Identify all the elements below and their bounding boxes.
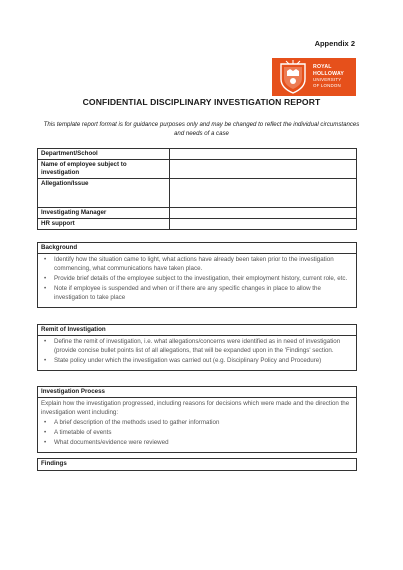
table-row (38, 208, 357, 219)
field-label: Allegation/Issue (38, 179, 170, 208)
field-value[interactable] (170, 160, 357, 179)
table-row (38, 160, 357, 179)
findings-section (37, 458, 357, 471)
section-body (38, 336, 356, 370)
list-item: • What documents/evidence were reviewed (41, 439, 353, 448)
list-item: • State policy under which the investigation was carried out (e.g. Disciplinary Policy and Procedure) (41, 357, 353, 366)
list-item: • Define the remit of investigation, i.e. what allegations/concerns were identified as in need of investigation (provide concise bullet points list of all allegations, that will be expanded upon in the 'Findings' section. (41, 338, 353, 356)
royal-holloway-logo (272, 58, 356, 96)
section-body (38, 254, 356, 307)
section-text: Explain how the investigation progressed, including reasons for decisions which were made and the direction the investigation went including: (41, 400, 350, 416)
field-label: HR support (38, 219, 170, 230)
field-label: Department/School (38, 149, 170, 160)
table-row (38, 149, 357, 160)
section-body (38, 398, 356, 452)
table-row (38, 219, 357, 230)
appendix-label: Appendix 2 (314, 39, 355, 48)
field-value[interactable] (170, 208, 357, 219)
background-section (37, 242, 357, 308)
logo-wordmark: ROYAL HOLLOWAY UNIVERSITY OF LONDON (313, 64, 345, 89)
field-value[interactable] (170, 219, 357, 230)
section-heading: Remit of Investigation (38, 325, 356, 336)
intro-note: This template report format is for guidance purposes only and may be changed to reflect the individual circumstances and needs of a case (43, 121, 360, 137)
crest-icon (278, 60, 308, 94)
list-item: • A brief description of the methods used to gather information (41, 419, 353, 428)
field-value[interactable] (170, 149, 357, 160)
section-heading: Investigation Process (38, 387, 356, 398)
report-title: CONFIDENTIAL DISCIPLINARY INVESTIGATION REPORT (82, 97, 321, 107)
field-value[interactable] (170, 179, 357, 208)
list-item: • A timetable of events (41, 429, 353, 438)
section-heading: Findings (41, 460, 67, 467)
list-item: • Identify how the situation came to light, what actions have already been taken prior to the investigation commencing, what communications have taken place. (41, 256, 353, 274)
section-heading: Background (38, 243, 356, 254)
field-label: Name of employee subject to investigation (38, 160, 170, 179)
process-section (37, 386, 357, 453)
list-item: • Provide brief details of the employee subject to the investigation, their employment history, current role, etc. (41, 275, 353, 284)
remit-section (37, 324, 357, 371)
table-row (38, 179, 357, 208)
field-label: Investigating Manager (38, 208, 170, 219)
list-item: • Note if employee is suspended and when or if there are any specific changes in place to allow the investigation to take place (41, 285, 353, 303)
details-table (37, 148, 357, 230)
